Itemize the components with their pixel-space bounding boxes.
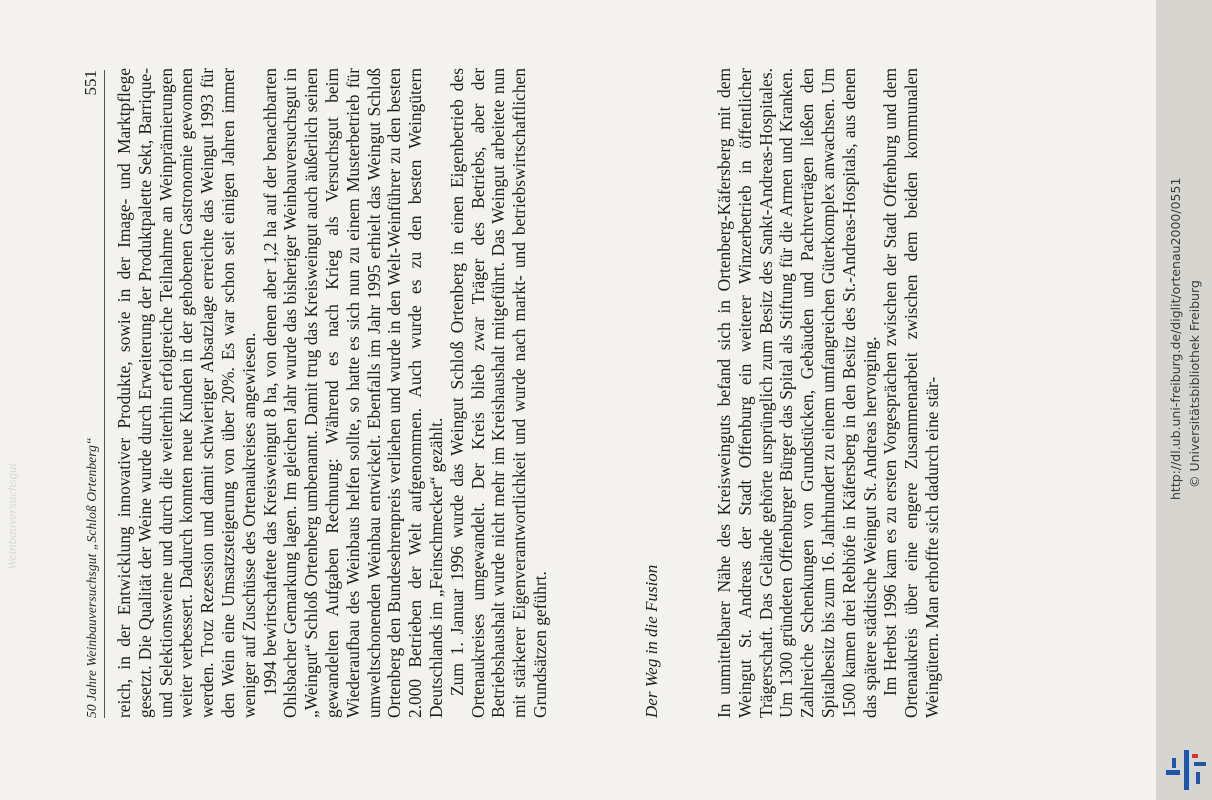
ub-freiburg-logo-icon[interactable] — [1166, 748, 1206, 792]
bleed-through-text: Weinbauversuchsgut — [4, 462, 19, 570]
page-number: 551 — [81, 70, 100, 96]
paragraph: In unmittelbarer Nähe des Kreisweinguts befand sich in Ortenberg-Käfersberg mit dem Weingut St. Andreas der Stadt Offenburg ein weiterer Winzerbetrieb in öffentlicher Trägerschaft. Das Gelände gehörte ursprünglich zum Besitz des Sankt-Andreas-Hospitales. Um 1300 gründeten Offenburger Bürger das Spital als Stiftung für die Armen und Kranken. Zahlreiche Schenkungen von Grundstücken, Gebäuden und Pachtverträgen ließen den Spitalbesitz bis zum 16. Jahrhundert zu einem umfangreichen Güterkomplex anwachsen. Um 1500 kamen drei Rebhöfe in Käfersberg in den Besitz des St.-Andreas-Hospitals, aus denen das spätere städtische Weingut St. Andreas hervorging. — [714, 68, 880, 718]
library-sidebar — [1156, 0, 1212, 800]
paragraph: Zum 1. Januar 1996 wurde das Weingut Schloß Ortenberg in einen Eigenbetrieb des Ortenaukreises umgewandelt. Der Kreis blieb zwar Träger des Betriebs, aber der Betriebshaushalt wurde nicht mehr im Kreishaushalt mitgeführt. Das Weingut arbeitete nun mit stärkerer Eigenverantwortlichkeit und wurde nach markt- und betriebswirtschaftlichen Grundsätzen geführt. — [446, 68, 550, 718]
copyright-notice: © Universitätsbibliothek Freiburg — [1187, 280, 1202, 488]
paragraph: 1994 bewirtschaftete das Kreisweingut 8 ha, von denen aber 1,2 ha auf der benachbarten Ohlsbacher Gemarkung lagen. Im gleichen Jahr wurde das bisheriger Weinbauversuchsgut in „Weingut“ Schloß Ortenberg umbenannt. Damit trug das Kreisweingut auch äußerlich seinen gewandelten Aufgaben Rechnung: Während es nach Krieg als Versuchsgut beim Wiederaufbau des Weinbaus helfen sollte, so hatte es sich nun zu einem Musterbetrieb für umweltschonenden Weinbau entwickelt. Ebenfalls im Jahr 1995 erhielt das Weingut Schloß Ortenberg den Bundesehrenpreis verliehen und wurde in den Welt-Weinführer zu den besten 2.000 Betrieben der Welt aufgenommen. Auch wurde es zu den besten Weingütern Deutschlands im „Feinschmecker“ gezählt. — [259, 68, 446, 718]
paragraph: Im Herbst 1996 kam es zu ersten Vorgesprächen zwischen der Stadt Offenburg und dem Ortenaukreis über eine engere Zusammenarbeit zwischen dem beiden kommunalen Weingütern. Man erhoffte sich dadurch eine stär- — [880, 68, 942, 718]
source-url-link[interactable]: http://dl.ub.uni-freiburg.de/diglit/ortenau2000/0551 — [1168, 177, 1183, 500]
running-header — [76, 70, 105, 718]
paragraph: reich, in der Entwicklung innovativer Produkte, sowie in der Image- und Marktpflege gesetzt. Die Qualität der Weine wurde durch Erweiterung der Produktpalette Sekt, Barrique- und Selektionsweine und durch die weiterhin erfolgreiche Teilnahme an Weinprämierungen weiter verbessert. Dadurch konnten neue Kunden in der gehobenen Gastronomie gewonnen werden. Trotz Rezession und damit schwieriger Absatzlage erreichte das Weingut 1993 für den Wein eine Umsatzsteigerung von über 20%. Es war schon seit einigen Jahren immer weniger auf Zuschüsse des Ortenaukreises angewiesen. — [114, 68, 259, 718]
body-text — [114, 68, 551, 718]
sidebar-rotated-text — [1156, 0, 1212, 800]
running-title: 50 Jahre Weinbauversuchsgut „Schloß Ortenberg“ — [84, 437, 99, 718]
section-heading: Der Weg in die Fusion — [642, 564, 661, 718]
section-body-text — [714, 68, 943, 718]
